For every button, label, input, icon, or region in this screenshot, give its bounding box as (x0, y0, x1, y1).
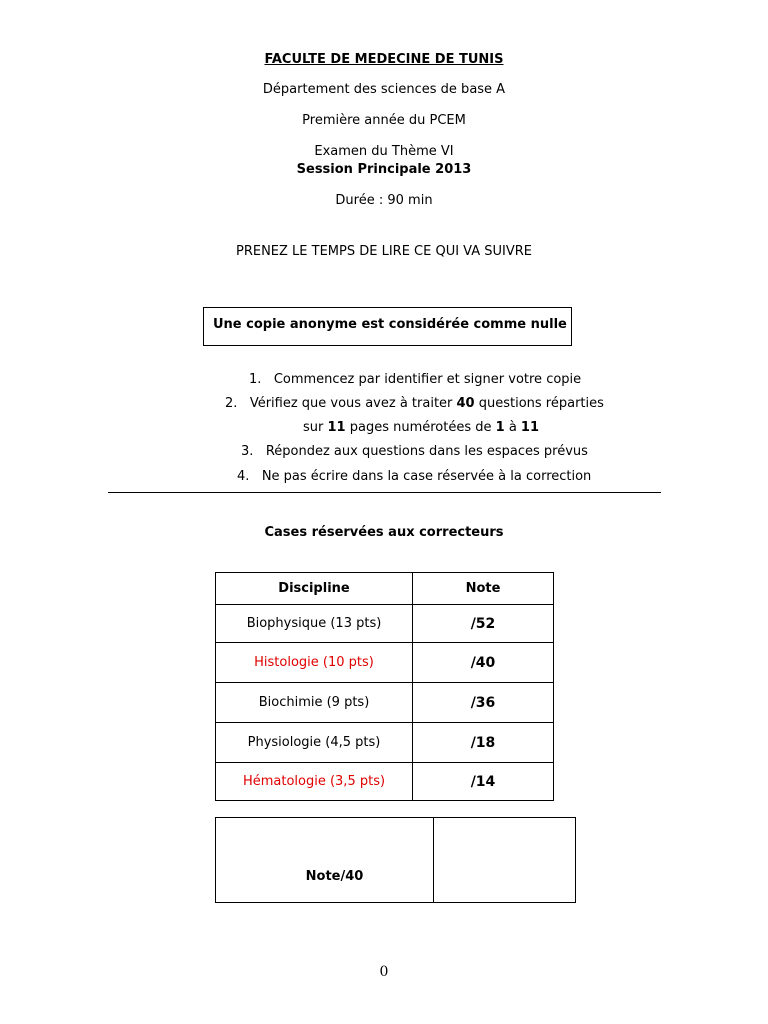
step-emphasis: 1 (495, 420, 505, 435)
table-row (216, 683, 554, 723)
page-number: 0 (379, 964, 389, 980)
note-value: /36 (470, 694, 496, 711)
note-cell (413, 723, 554, 763)
list-item (237, 465, 591, 489)
step-text: Vérifiez que vous avez à traiter (249, 396, 457, 411)
step-text: sur (303, 420, 328, 435)
anonymous-warning-box (203, 307, 572, 346)
note-value: /52 (470, 615, 496, 632)
discipline-cell: Hématologie (3,5 pts) (216, 763, 413, 801)
table-row (216, 763, 554, 801)
department-line: Département des sciences de base A (262, 82, 506, 97)
list-item (241, 440, 588, 464)
discipline-cell: Biophysique (13 pts) (216, 605, 413, 643)
list-item (249, 368, 581, 392)
discipline-cell: Biochimie (9 pts) (216, 683, 413, 723)
list-item (225, 392, 604, 416)
table-row (216, 605, 554, 643)
column-header-discipline: Discipline (216, 573, 413, 605)
list-item (303, 416, 539, 440)
exam-line: Examen du Thème VI (314, 144, 454, 159)
step-emphasis: 40 (456, 396, 475, 411)
total-label-cell (216, 818, 434, 903)
year-line: Première année du PCEM (302, 113, 466, 128)
instruction-line: PRENEZ LE TEMPS DE LIRE CE QUI VA SUIVRE (235, 244, 533, 259)
total-table (215, 817, 576, 903)
total-label: Note/40 (305, 869, 364, 884)
table-row (216, 643, 554, 683)
note-cell (413, 643, 554, 683)
table-header-row (216, 573, 554, 605)
step-emphasis: 11 (327, 420, 346, 435)
step-emphasis: 11 (520, 420, 540, 435)
step-text: questions réparties (474, 396, 604, 411)
duration-line: Durée : 90 min (335, 193, 433, 208)
anonymous-warning-text: Une copie anonyme est considérée comme nulle (213, 317, 567, 332)
column-header-note: Note (413, 573, 554, 605)
step-text: Répondez aux questions dans les espaces prévus (265, 444, 588, 459)
step-text: à (504, 420, 521, 435)
note-cell (413, 605, 554, 643)
step-text: pages numérotées de (345, 420, 496, 435)
step-number: 2. (225, 396, 238, 411)
step-text: Ne pas écrire dans la case réservée à la correction (261, 469, 592, 484)
discipline-cell: Histologie (10 pts) (216, 643, 413, 683)
faculty-title: FACULTE DE MEDECINE DE TUNIS (264, 52, 504, 67)
note-value: /18 (470, 734, 496, 751)
discipline-cell: Physiologie (4,5 pts) (216, 723, 413, 763)
note-value: /14 (470, 773, 496, 790)
step-number: 3. (241, 444, 254, 459)
note-cell (413, 763, 554, 801)
total-value-cell (434, 818, 576, 903)
session-line: Session Principale 2013 (296, 162, 472, 177)
grading-title: Cases réservées aux correcteurs (264, 525, 504, 540)
step-text: Commencez par identifier et signer votre copie (273, 372, 582, 387)
note-value: /40 (470, 654, 496, 671)
grading-table (215, 572, 554, 801)
note-cell (413, 683, 554, 723)
table-row (216, 723, 554, 763)
step-number: 4. (237, 469, 250, 484)
step-number: 1. (249, 372, 262, 387)
section-divider (108, 492, 661, 493)
table-row (216, 818, 576, 903)
